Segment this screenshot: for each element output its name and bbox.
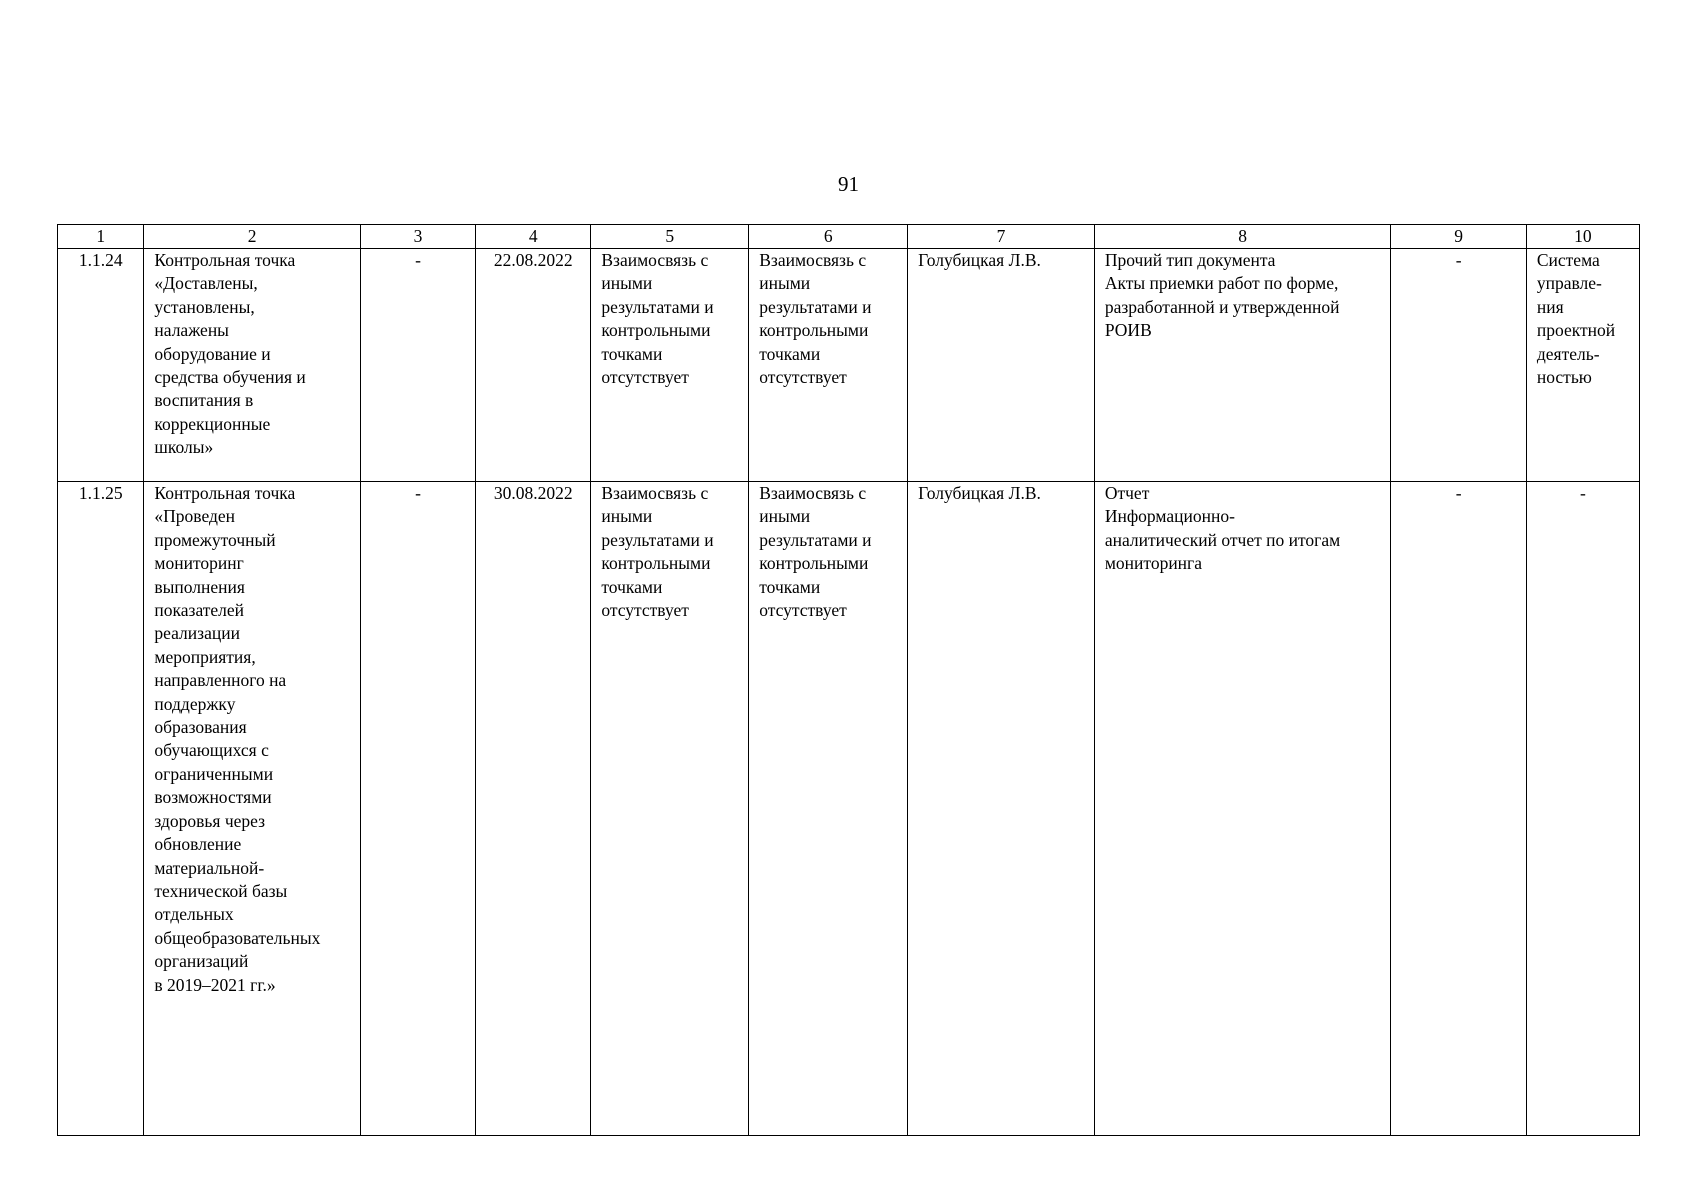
column-header: 3 [360, 225, 475, 249]
control-point-name: Контрольная точка «Доставлены, установлены, налажены оборудование и средства обучения и воспитания в коррекционные школы» [144, 249, 361, 482]
column-header: 8 [1094, 225, 1391, 249]
table-row [58, 249, 1640, 482]
cell-col9: - [1391, 482, 1526, 1136]
document-cell: Отчет Информационно- аналитический отчет по итогам мониторинга [1094, 482, 1391, 1136]
relation-cell: Взаимосвязь с иными результатами и контрольными точками отсутствует [749, 482, 908, 1136]
column-header: 5 [591, 225, 749, 249]
relation-cell: Взаимосвязь с иными результатами и контрольными точками отсутствует [749, 249, 908, 482]
row-number: 1.1.24 [58, 249, 144, 482]
cell-col9: - [1391, 249, 1526, 482]
system-cell: Система управле- ния проектной деятель- ностью [1526, 249, 1639, 482]
page-number: 91 [838, 172, 859, 196]
column-header: 9 [1391, 225, 1526, 249]
date-cell: 22.08.2022 [476, 249, 591, 482]
relation-cell: Взаимосвязь с иными результатами и контрольными точками отсутствует [591, 249, 749, 482]
column-header: 10 [1526, 225, 1639, 249]
responsible-cell: Голубицкая Л.В. [908, 482, 1095, 1136]
table-row [58, 482, 1640, 1136]
column-header: 7 [908, 225, 1095, 249]
column-header: 6 [749, 225, 908, 249]
cell-col3: - [360, 249, 475, 482]
cell-col3: - [360, 482, 475, 1136]
column-header: 2 [144, 225, 361, 249]
date-cell: 30.08.2022 [476, 482, 591, 1136]
control-points-table [57, 224, 1640, 1136]
table-header-row [58, 225, 1640, 249]
responsible-cell: Голубицкая Л.В. [908, 249, 1095, 482]
document-cell: Прочий тип документа Акты приемки работ по форме, разработанной и утвержденной РОИВ [1094, 249, 1391, 482]
column-header: 1 [58, 225, 144, 249]
system-cell: - [1526, 482, 1639, 1136]
relation-cell: Взаимосвязь с иными результатами и контрольными точками отсутствует [591, 482, 749, 1136]
control-point-name: Контрольная точка «Проведен промежуточный мониторинг выполнения показателей реализации мероприятия, направленного на поддержку образования обучающихся с ограниченными возможностями здоровья через обновление материальной- технической базы отдельных общеобразовательных организаций в 2019–2021 гг.» [144, 482, 361, 1136]
row-number: 1.1.25 [58, 482, 144, 1136]
column-header: 4 [476, 225, 591, 249]
